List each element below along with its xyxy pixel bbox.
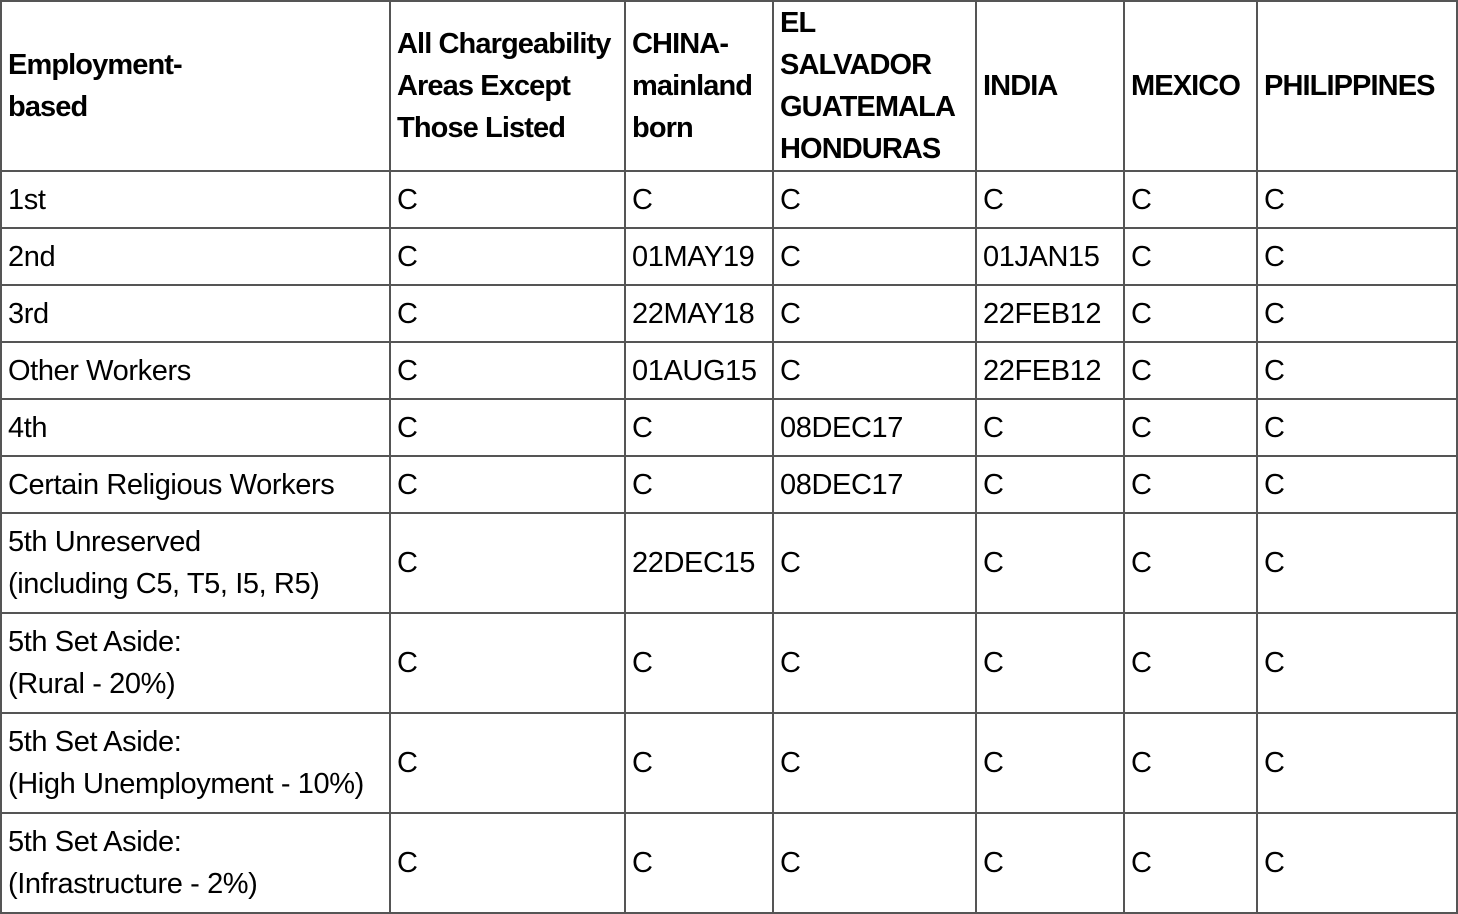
table-cell: C xyxy=(1257,228,1457,285)
table-cell: C xyxy=(390,513,625,613)
table-cell: C xyxy=(773,713,976,813)
table-row xyxy=(1,613,1457,713)
table-cell: C xyxy=(1124,456,1257,513)
table-cell: C xyxy=(773,285,976,342)
table-cell: C xyxy=(390,813,625,913)
row-label: 2nd xyxy=(1,228,390,285)
table-cell: C xyxy=(390,228,625,285)
row-label: Certain Religious Workers xyxy=(1,456,390,513)
header-employment-based: Employment- based xyxy=(1,1,390,171)
table-cell: 01AUG15 xyxy=(625,342,773,399)
table-cell: 22MAY18 xyxy=(625,285,773,342)
table-cell: C xyxy=(390,342,625,399)
table-cell: 08DEC17 xyxy=(773,399,976,456)
table-cell: C xyxy=(1124,713,1257,813)
table-cell: C xyxy=(1257,285,1457,342)
table-cell: C xyxy=(625,456,773,513)
header-china: CHINA- mainland born xyxy=(625,1,773,171)
row-label: 5th Set Aside: (Infrastructure - 2%) xyxy=(1,813,390,913)
row-label: 5th Set Aside: (Rural - 20%) xyxy=(1,613,390,713)
table-cell: C xyxy=(390,171,625,228)
table-cell: C xyxy=(625,171,773,228)
table-cell: C xyxy=(773,513,976,613)
table-cell: C xyxy=(390,613,625,713)
table-cell: C xyxy=(976,171,1124,228)
row-label: Other Workers xyxy=(1,342,390,399)
table-cell: C xyxy=(773,613,976,713)
row-label: 4th xyxy=(1,399,390,456)
row-label: 5th Set Aside: (High Unemployment - 10%) xyxy=(1,713,390,813)
table-cell: 22FEB12 xyxy=(976,285,1124,342)
table-row xyxy=(1,813,1457,913)
table-cell: C xyxy=(1124,399,1257,456)
table-cell: C xyxy=(976,713,1124,813)
table-cell: C xyxy=(390,285,625,342)
table-cell: 01MAY19 xyxy=(625,228,773,285)
table-cell: C xyxy=(1257,513,1457,613)
table-cell: C xyxy=(976,456,1124,513)
row-label: 3rd xyxy=(1,285,390,342)
table-cell: C xyxy=(1124,285,1257,342)
row-label: 1st xyxy=(1,171,390,228)
table-cell: C xyxy=(1124,513,1257,613)
header-mexico: MEXICO xyxy=(1124,1,1257,171)
table-cell: C xyxy=(1257,456,1457,513)
table-cell: C xyxy=(1257,813,1457,913)
table-cell: 22DEC15 xyxy=(625,513,773,613)
table-cell: C xyxy=(773,342,976,399)
table-cell: C xyxy=(1257,613,1457,713)
row-label: 5th Unreserved (including C5, T5, I5, R5) xyxy=(1,513,390,613)
header-all-chargeability: All Chargeability Areas Except Those Listed xyxy=(390,1,625,171)
table-cell: C xyxy=(1257,171,1457,228)
table-row xyxy=(1,285,1457,342)
table-row xyxy=(1,171,1457,228)
table-cell: C xyxy=(1257,342,1457,399)
table-row xyxy=(1,513,1457,613)
table-cell: C xyxy=(625,813,773,913)
table-cell: C xyxy=(625,613,773,713)
table-cell: C xyxy=(1257,399,1457,456)
table-cell: C xyxy=(390,713,625,813)
table-cell: 08DEC17 xyxy=(773,456,976,513)
table-row xyxy=(1,399,1457,456)
table-cell: C xyxy=(1124,342,1257,399)
header-india: INDIA xyxy=(976,1,1124,171)
table-header-row xyxy=(1,1,1457,171)
table-cell: C xyxy=(390,399,625,456)
table-cell: C xyxy=(1124,613,1257,713)
table-cell: C xyxy=(773,813,976,913)
table-row xyxy=(1,228,1457,285)
table-cell: C xyxy=(625,399,773,456)
table-cell: C xyxy=(773,228,976,285)
table-cell: C xyxy=(390,456,625,513)
table-cell: C xyxy=(1124,228,1257,285)
table-cell: C xyxy=(976,813,1124,913)
table-cell: C xyxy=(976,399,1124,456)
header-el-salvador-guatemala-honduras: EL SALVADOR GUATEMALA HONDURAS xyxy=(773,1,976,171)
table-cell: C xyxy=(976,513,1124,613)
table-row xyxy=(1,713,1457,813)
table-cell: C xyxy=(1124,171,1257,228)
table-cell: C xyxy=(1257,713,1457,813)
table-row xyxy=(1,342,1457,399)
table-cell: C xyxy=(1124,813,1257,913)
table-cell: C xyxy=(625,713,773,813)
table-cell: 01JAN15 xyxy=(976,228,1124,285)
header-philippines: PHILIPPINES xyxy=(1257,1,1457,171)
table-cell: C xyxy=(773,171,976,228)
table-row xyxy=(1,456,1457,513)
table-cell: C xyxy=(976,613,1124,713)
table-cell: 22FEB12 xyxy=(976,342,1124,399)
